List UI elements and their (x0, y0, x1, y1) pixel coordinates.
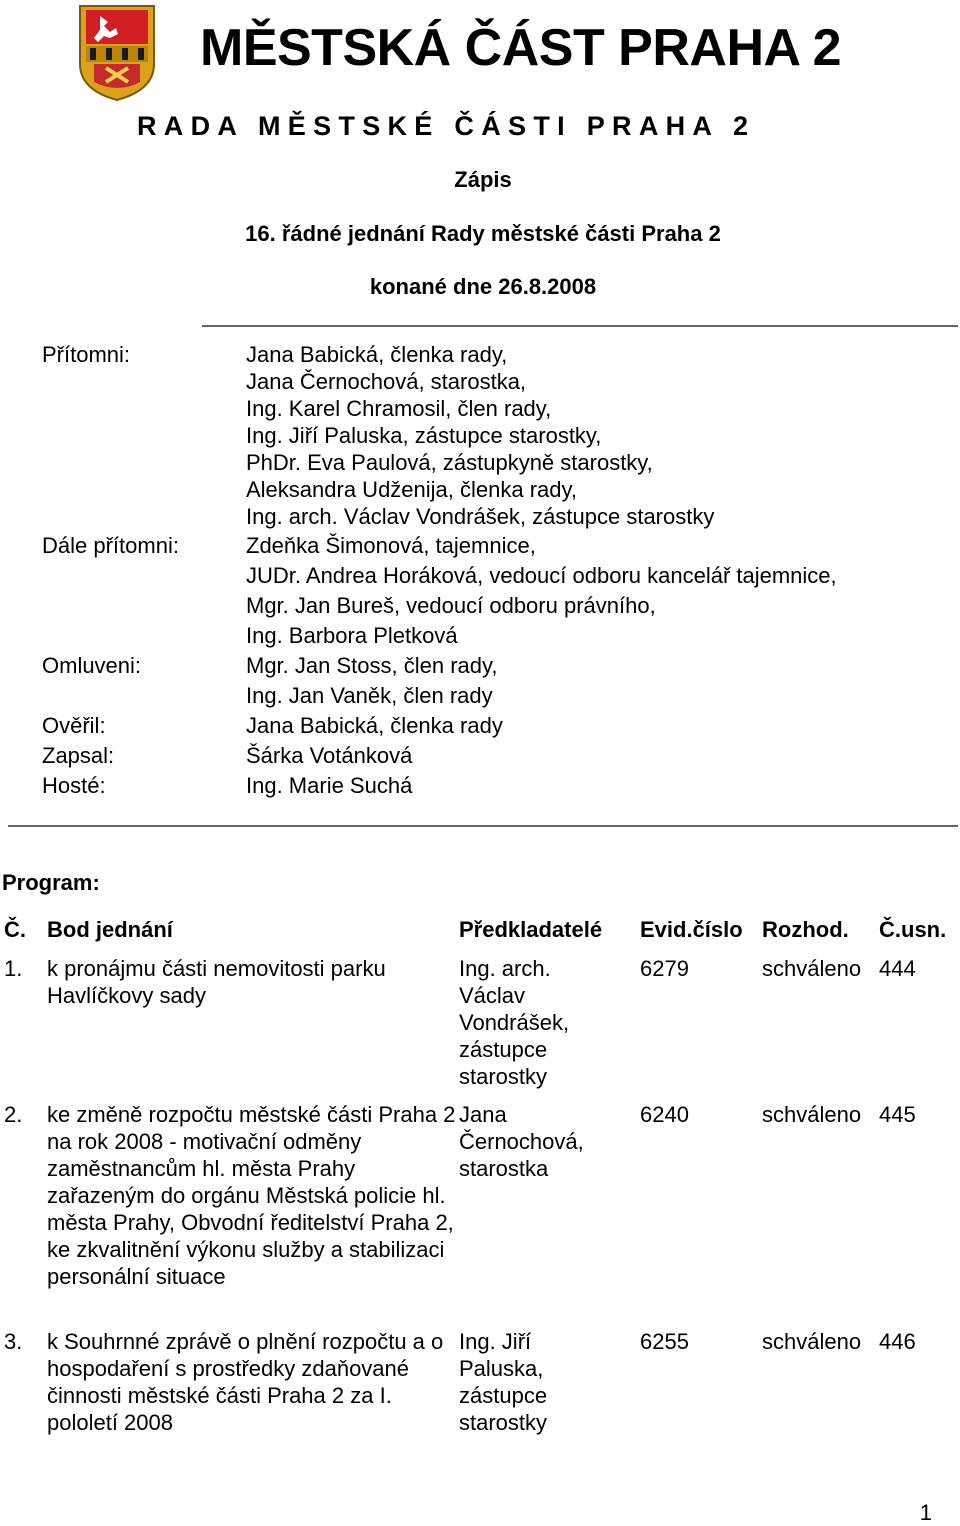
present-name: Jana Černochová, starostka, (246, 369, 527, 394)
guests-name: Ing. Marie Suchá (246, 773, 413, 798)
row-presenter: Ing. Jiří Paluska, zástupce starostky (459, 1329, 548, 1435)
attendance-divider (8, 825, 958, 827)
present-name: Ing. Karel Chramosil, člen rady, (246, 396, 552, 421)
excused-name: Ing. Jan Vaněk, člen rady (246, 683, 493, 708)
row-evid: 6255 (640, 1329, 689, 1354)
verified-label: Ověřil: (42, 713, 106, 738)
doc-heading: Zápis (454, 167, 512, 192)
row-evid: 6279 (640, 956, 689, 981)
meeting-title: 16. řádné jednání Rady městské části Praha 2 (245, 221, 721, 246)
header-divider (202, 325, 958, 327)
present-name: Ing. Jiří Paluska, zástupce starostky, (246, 423, 602, 448)
praha-2-coat-of-arms-icon (76, 2, 158, 102)
recorded-name: Šárka Votánková (246, 743, 413, 768)
row-result: schváleno (762, 956, 862, 981)
present-name: PhDr. Eva Paulová, zástupkyně starostky, (246, 450, 653, 475)
also-present-name: Ing. Barbora Pletková (246, 623, 458, 648)
recorded-label: Zapsal: (42, 743, 115, 768)
column-header-evid: Evid.číslo (640, 917, 743, 942)
row-number: 2. (4, 1102, 23, 1127)
row-presenter: Ing. arch. Václav Vondrášek, zástupce starostky (459, 956, 570, 1089)
row-number: 3. (4, 1329, 23, 1354)
excused-name: Mgr. Jan Stoss, člen rady, (246, 653, 498, 678)
also-present-name: Mgr. Jan Bureš, vedoucí odboru právního, (246, 593, 656, 618)
row-usn: 444 (879, 956, 916, 981)
row-result: schváleno (762, 1329, 862, 1354)
row-number: 1. (4, 956, 23, 981)
column-header-item: Bod jednání (47, 917, 173, 942)
also-present-label: Dále přítomni: (42, 533, 179, 558)
header-title: MĚSTSKÁ ČÁST PRAHA 2 (200, 19, 842, 77)
present-name: Aleksandra Udženija, členka rady, (246, 477, 577, 502)
row-result: schváleno (762, 1102, 862, 1127)
row-item: k pronájmu části nemovitosti parku Havlíčkovy sady (47, 956, 386, 1008)
row-evid: 6240 (640, 1102, 689, 1127)
row-item: k Souhrnné zprávě o plnění rozpočtu a o hospodaření s prostředky zdaňované činnosti městské části Praha 2 za I. pololetí 2008 (47, 1329, 444, 1435)
program-label: Program: (2, 870, 100, 895)
present-name: Jana Babická, členka rady, (246, 342, 508, 367)
column-header-presenter: Předkladatelé (459, 917, 603, 942)
row-usn: 446 (879, 1329, 916, 1354)
present-name: Ing. arch. Václav Vondrášek, zástupce starostky (246, 504, 715, 529)
row-item: ke změně rozpočtu městské části Praha 2 na rok 2008 - motivační odměny zaměstnancům hl. města Prahy zařazeným do orgánu Městská policie hl. města Prahy, Obvodní ředitelství Praha 2, ke zkvalitnění výkonu služby a stabilizaci personální situace (47, 1102, 456, 1289)
guests-label: Hosté: (42, 773, 106, 798)
verified-name: Jana Babická, členka rady (246, 713, 503, 738)
header-subtitle: RADA MĚSTSKÉ ČÁSTI PRAHA 2 (137, 111, 756, 141)
excused-label: Omluveni: (42, 653, 142, 678)
also-present-name: JUDr. Andrea Horáková, vedoucí odboru kancelář tajemnice, (246, 563, 837, 588)
column-header-number: Č. (4, 917, 26, 942)
row-usn: 445 (879, 1102, 916, 1127)
meeting-date: konané dne 26.8.2008 (369, 274, 597, 299)
column-header-result: Rozhod. (762, 917, 849, 942)
also-present-name: Zdeňka Šimonová, tajemnice, (246, 533, 536, 558)
row-presenter: Jana Černochová, starostka (459, 1102, 584, 1181)
column-header-usn: Č.usn. (879, 917, 947, 942)
page-number: 1 (919, 1500, 932, 1525)
present-label: Přítomni: (42, 342, 131, 367)
